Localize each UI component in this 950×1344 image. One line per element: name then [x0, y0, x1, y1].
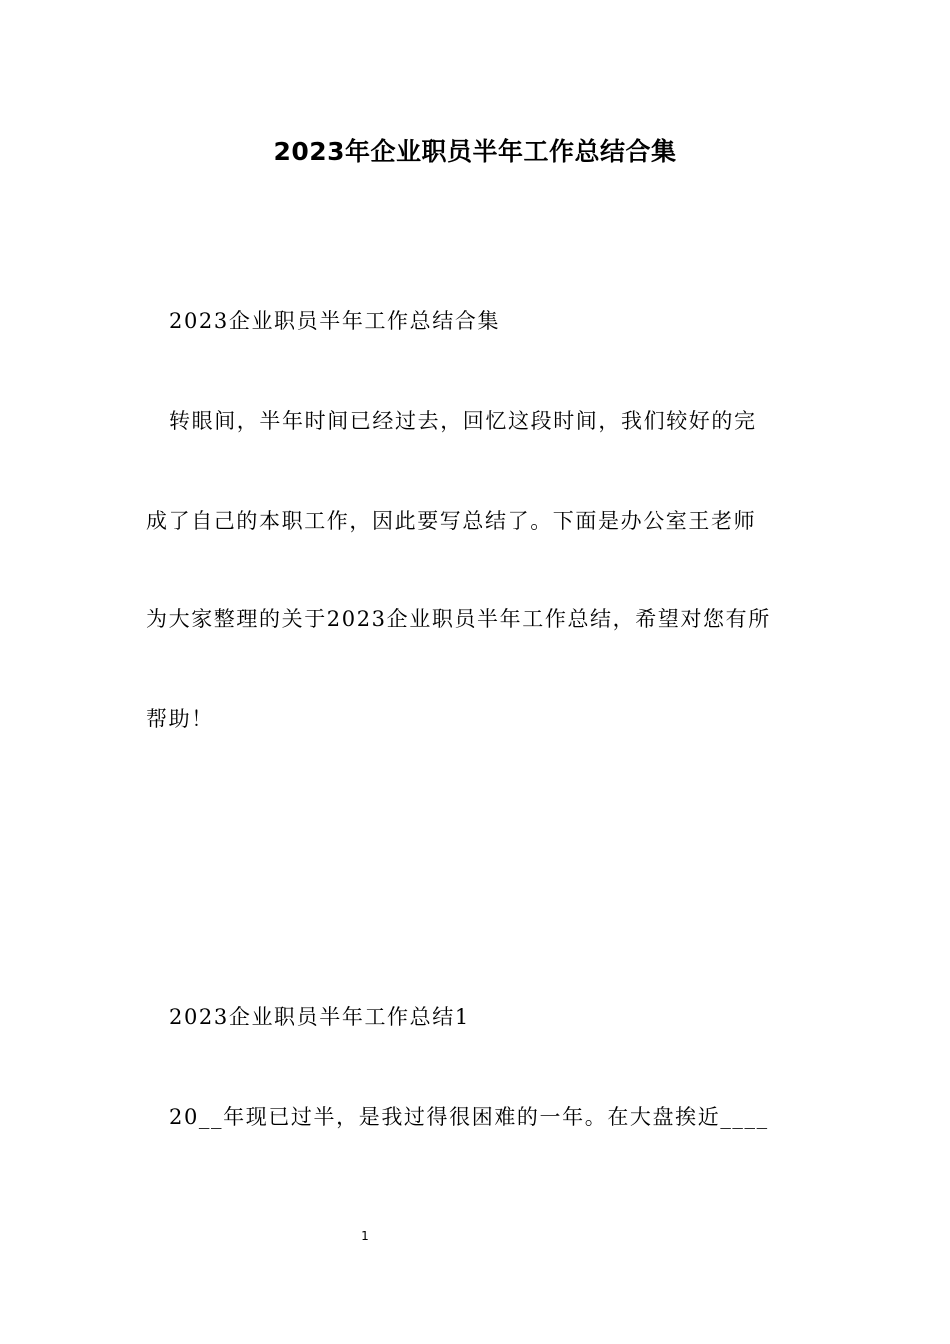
- paragraph-line: 转眼间，半年时间已经过去，回忆这段时间，我们较好的完: [169, 409, 757, 433]
- section-heading-collection: 2023企业职员半年工作总结合集: [169, 309, 501, 333]
- paragraph-line: 成了自己的本职工作，因此要写总结了。下面是办公室王老师: [146, 509, 757, 533]
- paragraph-line: 帮助！: [146, 707, 214, 731]
- paragraph-line: 20__年现已过半，是我过得很困难的一年。在大盘挨近____: [169, 1105, 769, 1129]
- paragraph-line: 为大家整理的关于2023企业职员半年工作总结，希望对您有所: [146, 607, 771, 631]
- section-heading-summary-1: 2023企业职员半年工作总结1: [169, 1005, 470, 1029]
- document-title: 2023年企业职员半年工作总结合集: [273, 137, 677, 166]
- page-number: 1: [361, 1229, 369, 1243]
